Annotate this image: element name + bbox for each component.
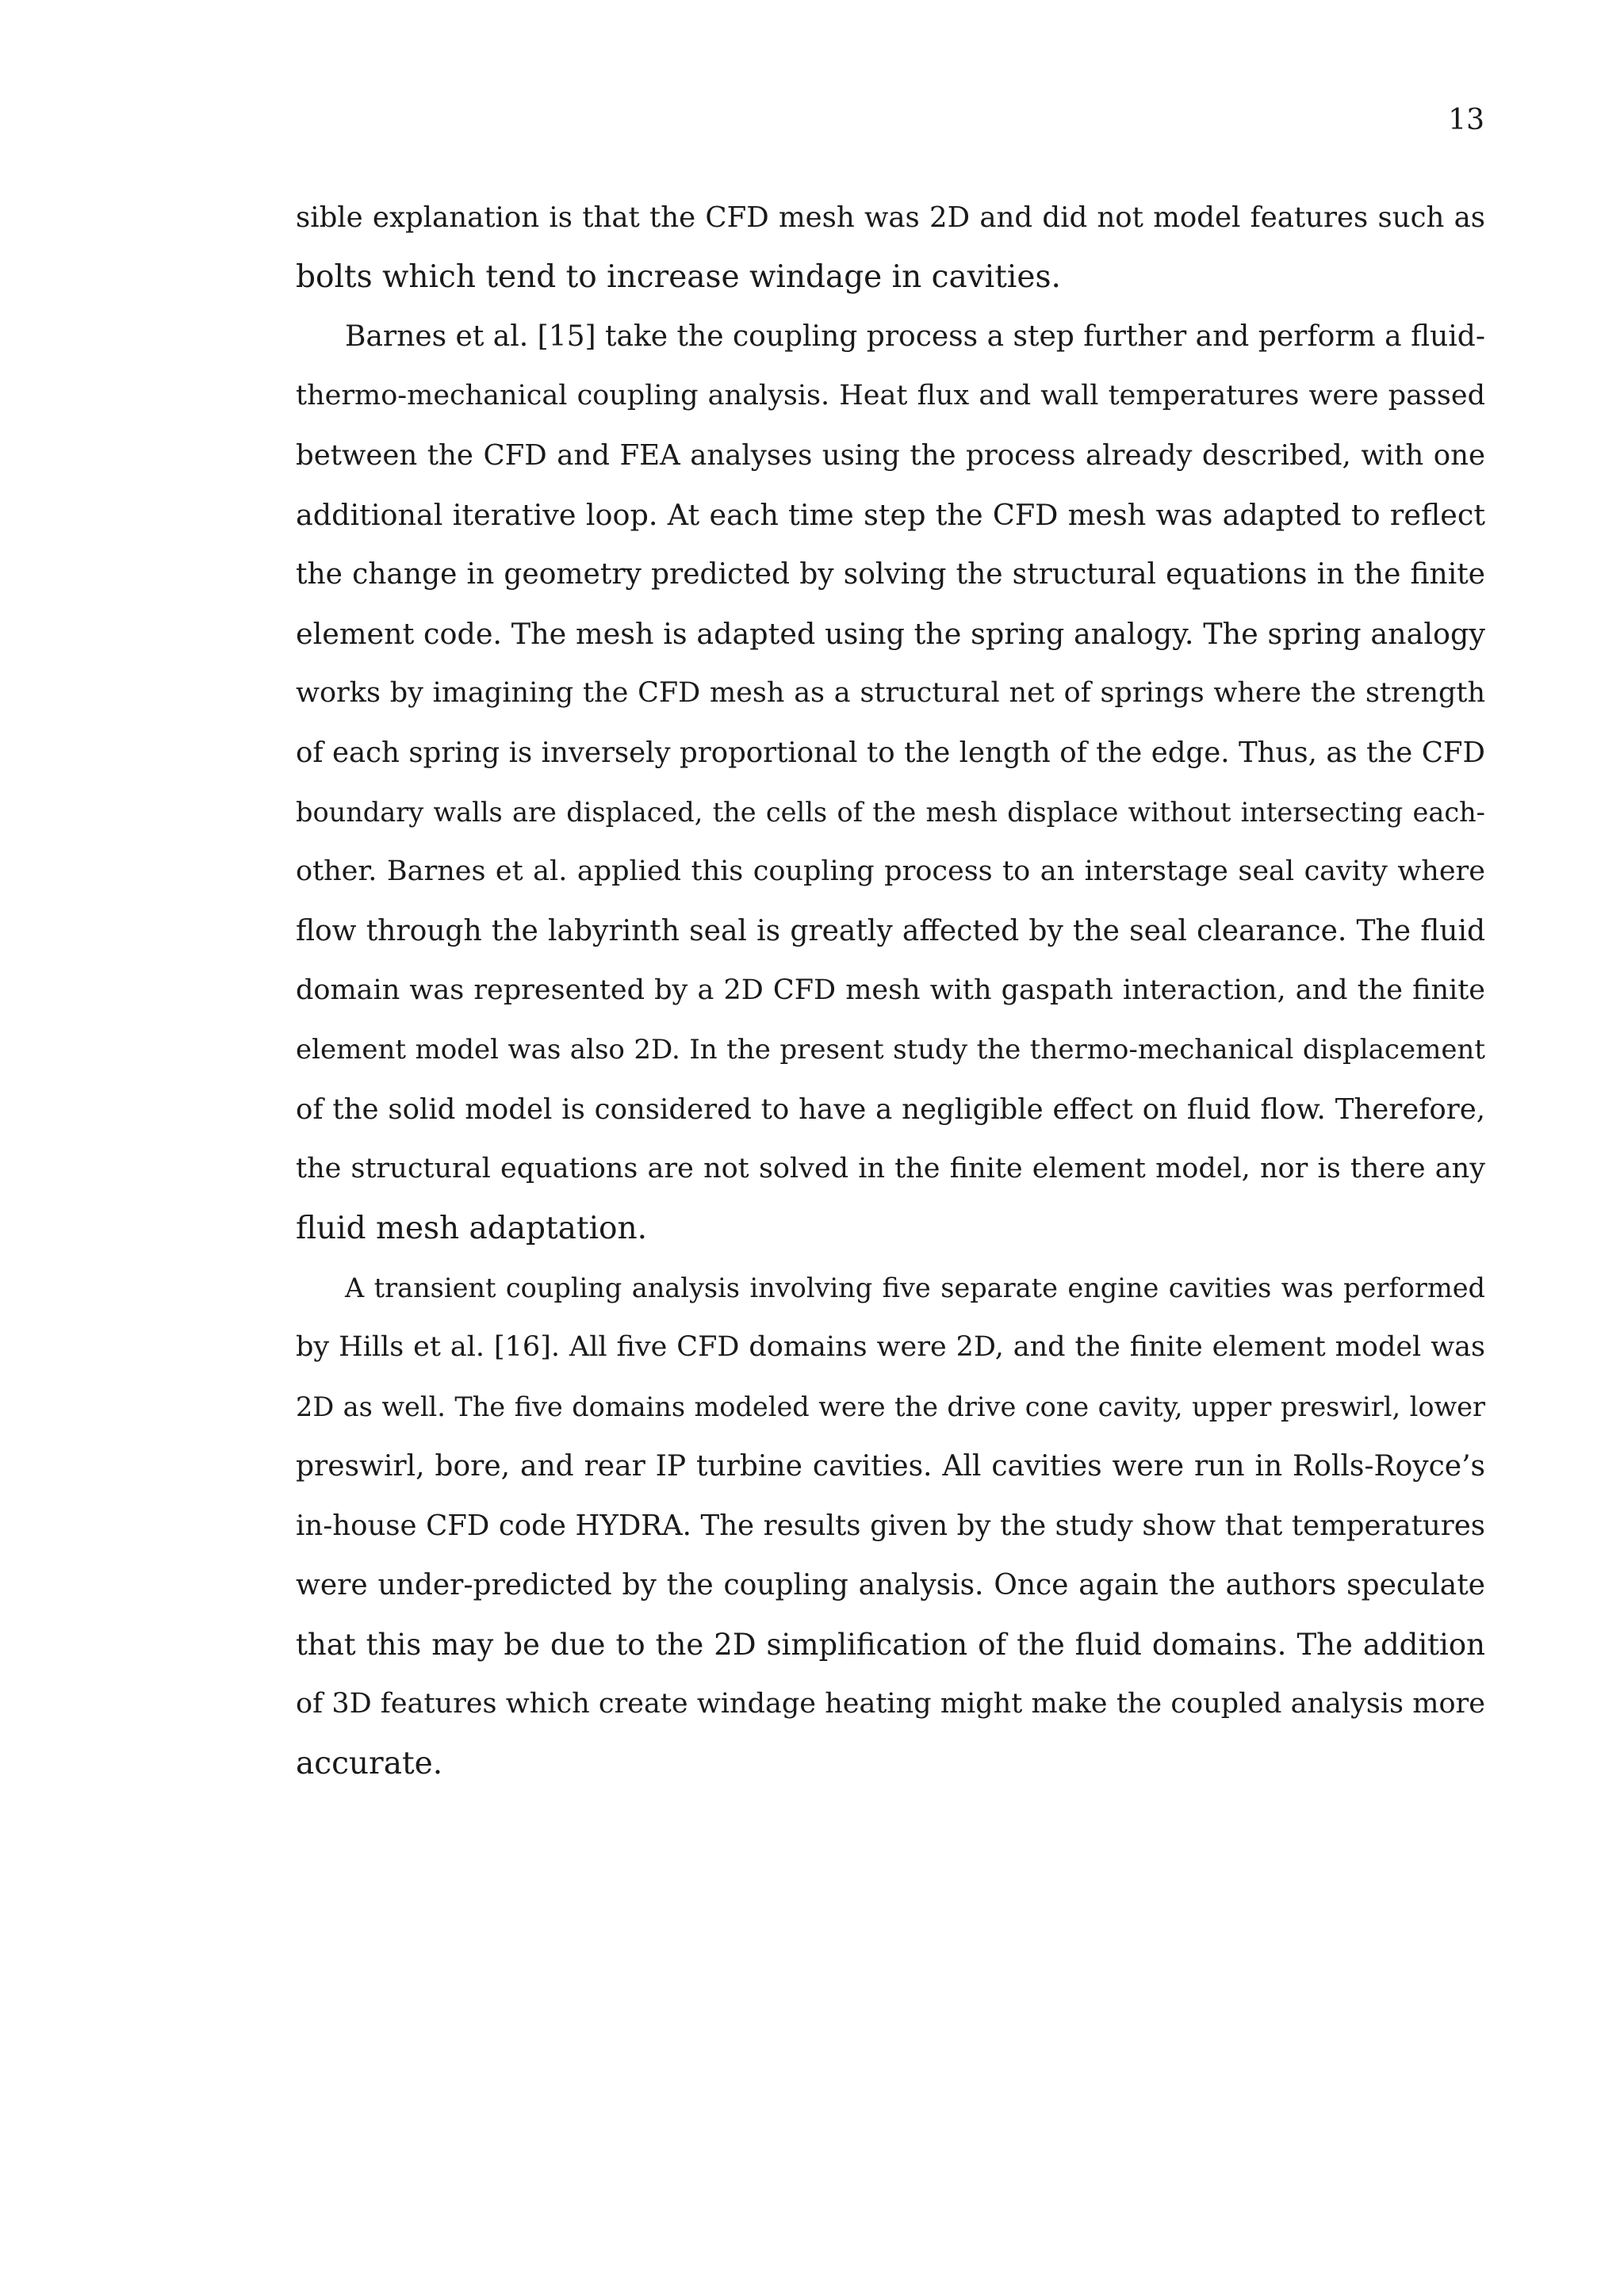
text-line: of 3D features which create windage heating might make the coupled analysis more bbox=[296, 1688, 1485, 1720]
text-line: other. Barnes et al. applied this coupling process to an interstage seal cavity where bbox=[296, 855, 1485, 887]
text-line: in-house CFD code HYDRA. The results given by the study show that temperatures bbox=[296, 1510, 1485, 1542]
text-line: of the solid model is considered to have a negligible effect on fluid flow. Therefore, bbox=[296, 1093, 1485, 1126]
text-line: additional iterative loop. At each time step the CFD mesh was adapted to reflect bbox=[296, 498, 1485, 532]
text-line: flow through the labyrinth seal is greatly affected by the seal clearance. The fluid bbox=[296, 915, 1485, 947]
text-line: by Hills et al. [16]. All five CFD domains were 2D, and the finite element model was bbox=[296, 1331, 1485, 1363]
body-text bbox=[296, 193, 1485, 1799]
text-line: the structural equations are not solved in the finite element model, nor is there any bbox=[296, 1153, 1485, 1184]
paragraph bbox=[296, 1264, 1485, 1799]
text-line: accurate. bbox=[296, 1746, 443, 1781]
text-line: were under-predicted by the coupling analysis. Once again the authors speculate bbox=[296, 1569, 1485, 1601]
text-line: sible explanation is that the CFD mesh was 2D and did not model features such as bbox=[296, 201, 1485, 234]
text-line: works by imagining the CFD mesh as a structural net of springs where the strength bbox=[296, 677, 1485, 709]
text-line: element code. The mesh is adapted using the spring analogy. The spring analogy bbox=[296, 617, 1485, 651]
text-line: boundary walls are displaced, the cells of the mesh displace without intersecting each- bbox=[296, 797, 1485, 828]
paragraph bbox=[296, 193, 1485, 312]
text-line: preswirl, bore, and rear IP turbine cavities. All cavities were run in Rolls-Royce’s bbox=[296, 1450, 1485, 1483]
page-number: 13 bbox=[1448, 104, 1484, 136]
text-line: domain was represented by a 2D CFD mesh with gaspath interaction, and the finite bbox=[296, 974, 1485, 1006]
text-line: 2D as well. The five domains modeled were the drive cone cavity, upper preswirl, lower bbox=[296, 1391, 1485, 1422]
paragraph bbox=[296, 312, 1485, 1264]
text-line: between the CFD and FEA analyses using the process already described, with one bbox=[296, 439, 1485, 472]
text-line: element model was also 2D. In the present study the thermo-mechanical displacement bbox=[296, 1034, 1485, 1066]
text-line: bolts which tend to increase windage in cavities. bbox=[296, 259, 1061, 295]
text-line: thermo-mechanical coupling analysis. Heat flux and wall temperatures were passed bbox=[296, 380, 1485, 411]
text-line: the change in geometry predicted by solving the structural equations in the finite bbox=[296, 558, 1485, 591]
text-line: fluid mesh adaptation. bbox=[296, 1211, 648, 1246]
text-line: A transient coupling analysis involving five separate engine cavities was performed bbox=[345, 1272, 1485, 1303]
text-line: of each spring is inversely proportional to the length of the edge. Thus, as the CFD bbox=[296, 737, 1485, 769]
text-line: Barnes et al. [15] take the coupling process a step further and perform a fluid- bbox=[345, 320, 1485, 353]
text-line: that this may be due to the 2D simplification of the fluid domains. The addition bbox=[296, 1628, 1485, 1662]
